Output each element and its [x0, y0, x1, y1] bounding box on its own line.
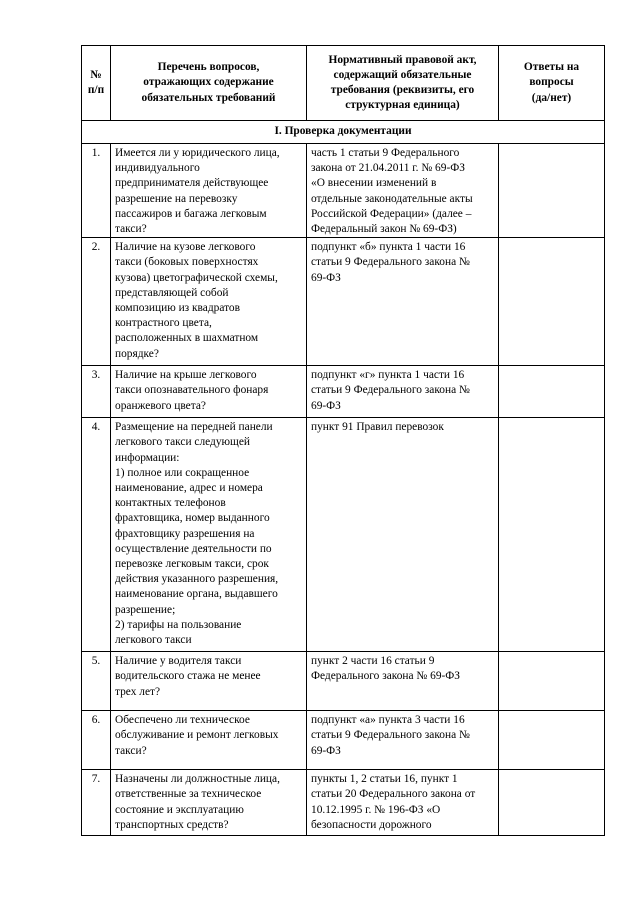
row-answer-cell[interactable]: [499, 770, 605, 836]
section-title: I. Проверка документации: [82, 121, 605, 144]
table-row: [82, 144, 605, 238]
row-legal-act: пункты 1, 2 статьи 16, пункт 1 статьи 20 Федерального закона от 10.12.1995 г. № 196-ФЗ «О безопасности дорожного: [307, 770, 499, 836]
row-question: Наличие на кузове легкового такси (боковых поверхностях кузова) цветографической схемы, представляющей собой композицию из квадратов контрастного цвета, расположенных в шахматном порядке?: [111, 238, 307, 366]
row-legal-act: подпункт «а» пункта 3 части 16 статьи 9 Федерального закона № 69-ФЗ: [307, 711, 499, 770]
row-answer-cell[interactable]: [499, 711, 605, 770]
row-number: 5.: [82, 652, 111, 711]
table-row: [82, 711, 605, 770]
table-row: [82, 366, 605, 418]
row-legal-act: пункт 2 части 16 статьи 9 Федерального закона № 69-ФЗ: [307, 652, 499, 711]
header-legal-act: Нормативный правовой акт, содержащий обязательные требования (реквизиты, его структурная единица): [307, 46, 499, 121]
row-number: 2.: [82, 238, 111, 366]
row-answer-cell[interactable]: [499, 418, 605, 652]
table-row: [82, 238, 605, 366]
row-answer-cell[interactable]: [499, 652, 605, 711]
header-answers: Ответы на вопросы (да/нет): [499, 46, 605, 121]
row-number: 6.: [82, 711, 111, 770]
row-answer-cell[interactable]: [499, 366, 605, 418]
row-answer-cell[interactable]: [499, 238, 605, 366]
row-number: 3.: [82, 366, 111, 418]
row-legal-act: подпункт «г» пункта 1 части 16 статьи 9 Федерального закона № 69-ФЗ: [307, 366, 499, 418]
row-question: Назначены ли должностные лица, ответственные за техническое состояние и эксплуатацию транспортных средств?: [111, 770, 307, 836]
header-questions: Перечень вопросов, отражающих содержание обязательных требований: [111, 46, 307, 121]
table-header-row: [82, 46, 605, 121]
row-question: Обеспечено ли техническое обслуживание и ремонт легковых такси?: [111, 711, 307, 770]
section-row: [82, 121, 605, 144]
row-question: Наличие у водителя такси водительского стажа не менее трех лет?: [111, 652, 307, 711]
row-answer-cell[interactable]: [499, 144, 605, 238]
row-question: Имеется ли у юридического лица, индивидуального предпринимателя действующее разрешение на перевозку пассажиров и багажа легковым такси?: [111, 144, 307, 238]
row-legal-act: пункт 91 Правил перевозок: [307, 418, 499, 652]
row-number: 4.: [82, 418, 111, 652]
row-legal-act: часть 1 статьи 9 Федерального закона от 21.04.2011 г. № 69-ФЗ «О внесении изменений в отдельные законодательные акты Российской Федерации» (далее – Федеральный закон № 69-ФЗ): [307, 144, 499, 238]
table-row: [82, 418, 605, 652]
row-question: Размещение на передней панели легкового такси следующей информации: 1) полное или сокращенное наименование, адрес и номера контактных телефонов фрахтовщика, номер выданного фрахтовщику разрешения на осуществление деятельности по перевозке легковым такси, срок действия указанного разрешения, наименование органа, выдавшего разрешение; 2) тарифы на пользование легкового такси: [111, 418, 307, 652]
checklist-table: [81, 45, 605, 836]
row-number: 1.: [82, 144, 111, 238]
row-legal-act: подпункт «б» пункта 1 части 16 статьи 9 Федерального закона № 69-ФЗ: [307, 238, 499, 366]
header-number: № п/п: [82, 46, 111, 121]
table-row: [82, 770, 605, 836]
row-question: Наличие на крыше легкового такси опознавательного фонаря оранжевого цвета?: [111, 366, 307, 418]
row-number: 7.: [82, 770, 111, 836]
table-row: [82, 652, 605, 711]
